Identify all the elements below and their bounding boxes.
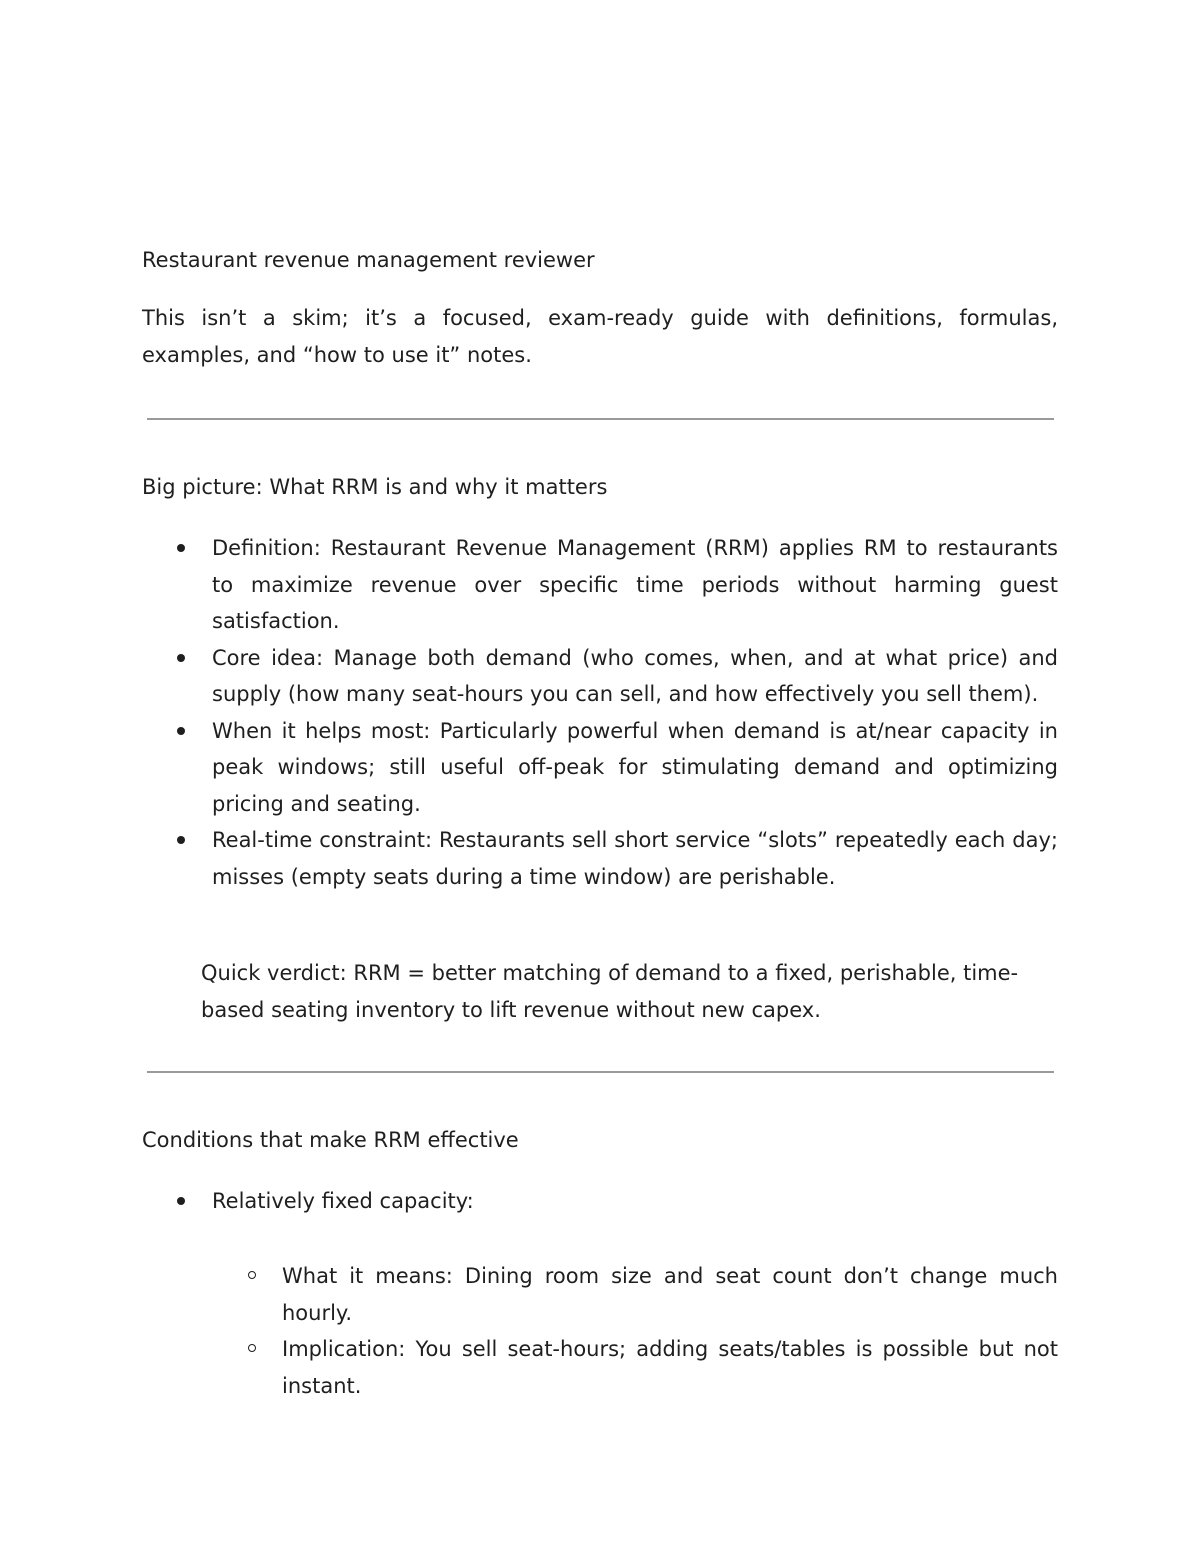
hollow-bullet-icon [248,1271,256,1279]
bullet-icon [177,836,185,844]
bullet-icon [177,1197,185,1205]
bullet-icon [177,544,185,552]
list-item-text: Particularly powerful when demand is at/near capacity in peak windows; still useful off-peak for stimulating demand and optimizing pricing and seating. [212,718,1058,816]
list-item-label: Real-time constraint: [212,828,433,852]
list-item [212,1183,1058,1220]
bullet-icon [177,654,185,662]
list-item-label: Definition: [212,536,321,560]
intro-paragraph: This isn’t a skim; it’s a focused, exam-ready guide with definitions, formulas, examples, and “how to use it” notes. [142,306,1058,367]
section-heading-conditions: Conditions that make RRM effective [142,1128,519,1152]
list-item [212,713,1058,823]
section-heading-big-picture: Big picture: What RRM is and why it matters [142,475,608,499]
document-title: Restaurant revenue management reviewer [142,248,595,272]
list-item [212,640,1058,713]
conditions-bullet-list [212,1183,1058,1220]
hollow-bullet-icon [248,1344,256,1352]
big-picture-bullet-list [212,530,1058,895]
list-item-label: What it means: [282,1264,453,1288]
list-item [282,1331,1058,1404]
horizontal-rule [147,1071,1054,1073]
list-item [212,822,1058,895]
list-item-label: When it helps most: [212,718,431,743]
list-item-label: Core idea: [212,645,324,670]
quick-verdict-note: Quick verdict: RRM = better matching of demand to a fixed, perishable, time-based seating inventory to lift revenue without new capex. [201,961,1019,1022]
list-item-label: Relatively fixed capacity: [212,1189,474,1213]
list-item-text: Restaurants sell short service “slots” repeatedly each day; misses (empty seats during a time window) are perishable. [212,828,1058,889]
conditions-subbullet-list [282,1258,1058,1404]
bullet-icon [177,727,185,735]
list-item-text: Restaurant Revenue Management (RRM) applies RM to restaurants to maximize revenue over specific time periods without harming guest satisfaction. [212,536,1058,633]
list-item-text: Manage both demand (who comes, when, and at what price) and supply (how many seat-hours you can sell, and how effectively you sell them). [212,645,1058,706]
list-item [212,530,1058,640]
list-item-text: You sell seat-hours; adding seats/tables is possible but not instant. [282,1337,1058,1398]
list-item-label: Implication: [282,1337,406,1361]
list-item-text: Dining room size and seat count don’t change much hourly. [282,1264,1058,1325]
list-item [282,1258,1058,1331]
horizontal-rule [147,418,1054,420]
